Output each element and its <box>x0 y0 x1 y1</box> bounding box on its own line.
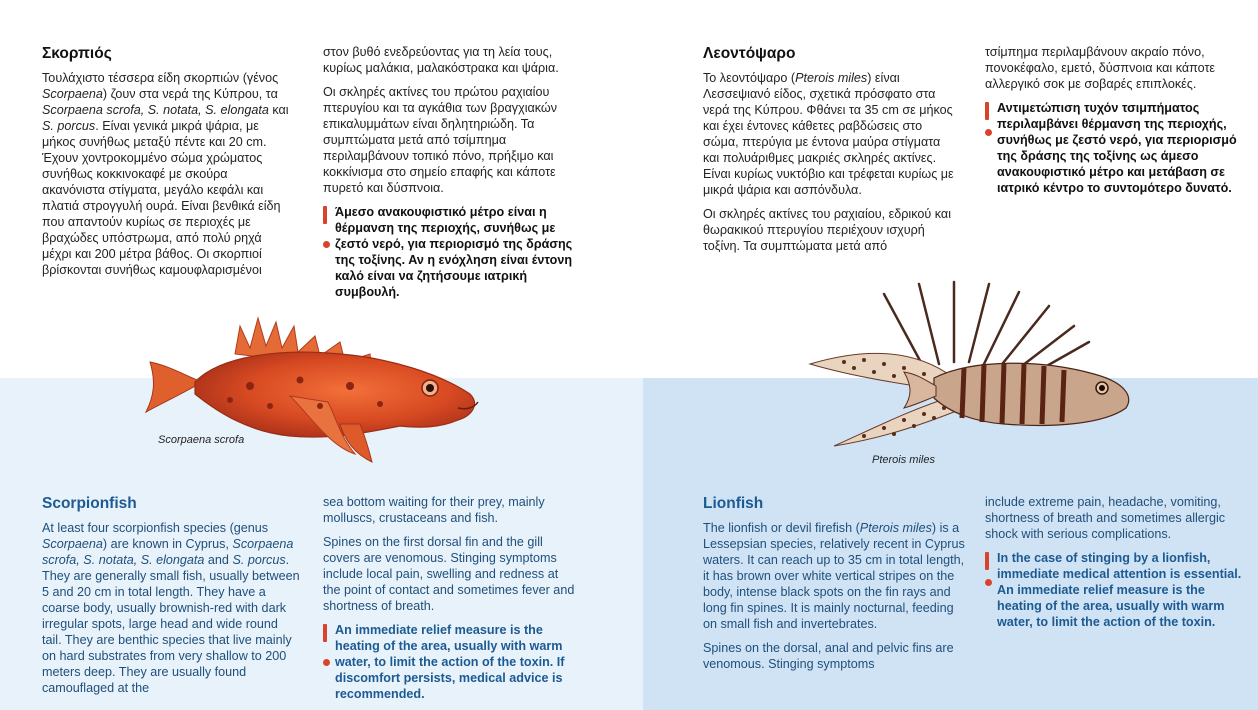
callout-bar-icon <box>985 102 989 120</box>
greek-lion-col2 <box>985 44 1245 196</box>
callout-dot-icon <box>985 579 992 586</box>
greek-scorpion-col1 <box>42 44 292 286</box>
english-lion-col2 <box>985 494 1247 630</box>
english-scorpion-p2: sea bottom waiting for their prey, mainly molluscs, crustaceans and fish. <box>323 495 545 525</box>
callout-dot-icon <box>323 659 330 666</box>
english-lion-callout: In the case of stinging by a lionfish, immediate medical attention is essential. An immediate relief measure is the heating of the area, usually with warm water, to limit the action of the toxin. <box>985 550 1247 630</box>
greek-scorpion-col2 <box>323 44 585 300</box>
callout-dot-icon <box>985 129 992 136</box>
greek-scorpion-callout: Άμεσο ανακουφιστικό μέτρο είναι η θέρμανση της περιοχής, συνήθως με ζεστό νερό, για περιορισμό της δράσης της τοξίνης. Αν η ενόχληση είναι έντονη καλό είναι να ζητήσουμε ιατρική συμβουλή. <box>323 204 585 300</box>
english-lion-p1: The lionfish or devil firefish (Pterois miles) is a Lessepsian species, relatively recent in Cyprus waters. It can reach up to 35 cm in total length, it has brown over white vertical stripes on the body, intense black spots on the fin rays and long fin spines. It is mainly nocturnal, feeding on small fish and invertebrates. <box>703 521 965 631</box>
pterois-caption: Pterois miles <box>872 454 935 466</box>
greek-lion-title: Λεοντόψαρο <box>703 45 796 62</box>
english-lion-title: Lionfish <box>703 495 764 512</box>
english-scorpion-callout: An immediate relief measure is the heating of the area, usually with warm water, to limit the action of the toxin. If discomfort persists, medical advice is recommended. <box>323 622 575 702</box>
english-lion-p3: include extreme pain, headache, vomiting, shortness of breath and sometimes allergic shock with serious complications. <box>985 495 1226 541</box>
scorpaena-caption: Scorpaena scrofa <box>158 434 245 446</box>
greek-lion-p1: Το λεοντόψαρο (Pterois miles) είναι Λεσσεψιανό είδος, σχετικά πρόσφατο στα νερά της Κύπρου. Φθάνει τα 35 cm σε μήκος και έχει έντονες κάθετες ραβδώσεις στο σώμα, πτερύγια με έντονα μαύρα στίγματα και πολυάριθμες μακριές σκληρές ακτίνες. Είναι κυρίως νυκτόβιο και τρέφεται κυρίως με μικρά ψάρια και ασπόνδυλα. <box>703 71 954 197</box>
greek-lion-p3: τσίμπημα περιλαμβάνουν ακραίο πόνο, πονοκέφαλο, εμετό, δύσπνοια και κάποτε αλλεργικό σοκ με σοβαρές επιπλοκές. <box>985 45 1216 91</box>
english-scorpion-p3: Spines on the first dorsal fin and the gill covers are venomous. Stinging symptoms include local pain, swelling and redness at the point of contact and sometimes fever and shortness of breath. <box>323 535 575 613</box>
greek-lion-p2: Οι σκληρές ακτίνες του ραχιαίου, εδρικού και θωρακικού πτερυγίου περιέχουν ισχυρή τοξίνη. Τα συμπτώματα μετά από <box>703 207 951 253</box>
callout-dot-icon <box>323 241 330 248</box>
lionfish-image <box>804 278 1144 454</box>
english-scorpion-title: Scorpionfish <box>42 495 137 512</box>
greek-scorpion-p3: Οι σκληρές ακτίνες του πρώτου ραχιαίου πτερυγίου και τα αγκάθια των βραγχιακών επικαλυμμάτων είναι δηλητηριώδη. Τα συμπτώματα μετά από τσίμπημα περιλαμβάνουν τοπικό πόνο, πρήξιμο και κοκκίνισμα στο σημείο επαφής και κάποτε πυρετό και δύσπνοια. <box>323 85 558 195</box>
english-lion-col1 <box>703 494 965 680</box>
english-lion-p2: Spines on the dorsal, anal and pelvic fins are venomous. Stinging symptoms <box>703 641 954 671</box>
english-scorpion-col1 <box>42 494 300 704</box>
greek-lion-callout: Αντιμετώπιση τυχόν τσιμπήματος περιλαμβάνει θέρμανση της περιοχής, συνήθως με ζεστό νερό, για περιορισμό της δράσης της τοξίνης ως άμεσο ανακουφιστικό μέτρο και μετάβαση σε ιατρικό κέντρο το συντομότερο δυνατό. <box>985 100 1245 196</box>
greek-lion-col1 <box>703 44 959 262</box>
english-scorpion-col2 <box>323 494 575 702</box>
callout-bar-icon <box>323 206 327 224</box>
callout-bar-icon <box>985 552 989 570</box>
english-scorpion-p1: At least four scorpionfish species (genus Scorpaena) are known in Cyprus, Scorpaena scrofa, S. notata, S. elongata and S. porcus. They are generally small fish, usually between 5 and 20 cm in total length. They have a coarse body, usually brownish-red with dark irregular spots, large head and wide round tail. They are benthic species that live mainly on hard substrates from very shallow to 200 meters deep. They are usually found camouflaged at the <box>42 521 300 695</box>
greek-scorpion-p2: στον βυθό ενεδρεύοντας για τη λεία τους, κυρίως μαλάκια, μαλακόστρακα και ψάρια. <box>323 45 559 75</box>
greek-scorpion-title: Σκορπιός <box>42 45 112 62</box>
greek-scorpion-p1: Τουλάχιστο τέσσερα είδη σκορπιών (γένος Scorpaena) ζουν στα νερά της Κύπρου, τα Scorpaena scrofa, S. notata, S. elongata και S. porcus. Είναι γενικά μικρά ψάρια, με μήκος συνήθως μεταξύ πέντε και 20 cm. Έχουν χοντροκομμένο σώμα χρώματος συνήθως κοκκινοκαφέ με σκούρα ακανόνιστα στίγματα, μεγάλο κεφάλι και πλατιά στρογγυλή ουρά. Είναι βενθικά είδη που απαντούν κυρίως σε περιοχές με βραχώδες υπόστρωμα, από πολύ ρηχά μέχρι και 200 μέτρα βάθος. Οι σκορπιοί βρίσκονται συνήθως καμουφλαρισμένοι <box>42 71 289 277</box>
callout-bar-icon <box>323 624 327 642</box>
